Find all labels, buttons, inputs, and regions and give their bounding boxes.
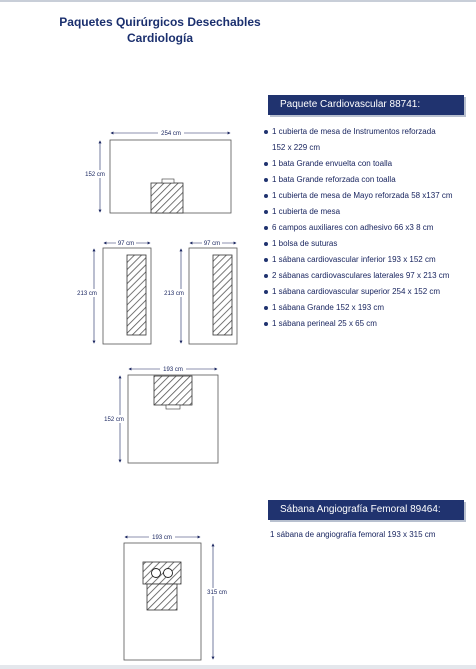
upper-drape-diagram (82, 129, 231, 213)
title-line-1: Paquetes Quirúrgicos Desechables (59, 15, 261, 29)
lower-drape-width-label: 193 cm (163, 367, 183, 373)
upper-drape-width-label: 254 cm (161, 131, 181, 137)
cardio-pack-item-text: 152 x 229 cm (272, 143, 321, 152)
cardio-pack-item-text: 1 cubierta de mesa (272, 207, 341, 216)
cardio-pack-item-text: 1 cubierta de mesa de Instrumentos reforzada (272, 127, 436, 136)
upper-drape-height-label: 152 cm (85, 172, 105, 178)
title-line-2: Cardiología (126, 31, 193, 45)
angio-pack-heading: Sábana Angiografía Femoral 89464: (268, 500, 464, 520)
cardio-pack-item-text: 1 cubierta de mesa de Mayo reforzada 58 x137 cm (272, 191, 453, 200)
lower-drape-fenestration (154, 376, 192, 405)
angio-drape-height-label: 315 cm (207, 590, 227, 596)
angio-drape-width-label: 193 cm (152, 535, 172, 541)
right-lateral-drape-adhesive (213, 255, 232, 335)
cardio-pack-item-text: 1 bolsa de suturas (272, 239, 338, 248)
lower-drape-height-label: 152 cm (104, 417, 124, 423)
cardio-pack-item-text: 1 sábana Grande 152 x 193 cm (272, 303, 385, 312)
cardio-pack-item-text: 1 sábana cardiovascular superior 254 x 152 cm (272, 287, 441, 296)
cardio-pack-item-text: 1 sábana cardiovascular inferior 193 x 152 cm (272, 255, 436, 264)
angio-drape-diagram (124, 533, 230, 660)
left-lateral-height-label: 213 cm (77, 291, 97, 297)
angio-pack-item: 1 sábana de angiografía femoral 193 x 315 cm (270, 530, 436, 539)
angio-drape-lower-panel (147, 584, 177, 610)
angio-left-femoral-port (152, 569, 161, 578)
bottom-rule (0, 665, 476, 669)
left-lateral-drape-adhesive (127, 255, 146, 335)
cardio-pack-item-text: 1 bata Grande reforzada con toalla (272, 175, 396, 184)
lower-drape-tab (166, 405, 180, 409)
right-lateral-width-label: 97 cm (203, 241, 221, 247)
cardio-pack-heading: Paquete Cardiovascular 88741: (268, 95, 464, 115)
left-lateral-width-label: 97 cm (117, 241, 135, 247)
right-lateral-drape-diagram (161, 239, 237, 344)
right-lateral-height-label: 213 cm (164, 291, 184, 297)
angio-right-femoral-port (164, 569, 173, 578)
lower-drape-diagram (101, 365, 218, 463)
cardio-pack-item-text: 1 bata Grande envuelta con toalla (272, 159, 393, 168)
cardio-pack-item-text: 6 campos auxiliares con adhesivo 66 x3 8 cm (272, 223, 434, 232)
cardio-pack-item-text: 1 sábana perineal 25 x 65 cm (272, 319, 377, 328)
upper-drape-tab (162, 179, 174, 183)
angio-drape-upper-panel (143, 562, 181, 584)
left-lateral-drape-diagram (74, 239, 151, 344)
upper-drape-fenestration (151, 183, 183, 213)
cardio-pack-item-text: 2 sábanas cardiovasculares laterales 97 x 213 cm (272, 271, 450, 280)
